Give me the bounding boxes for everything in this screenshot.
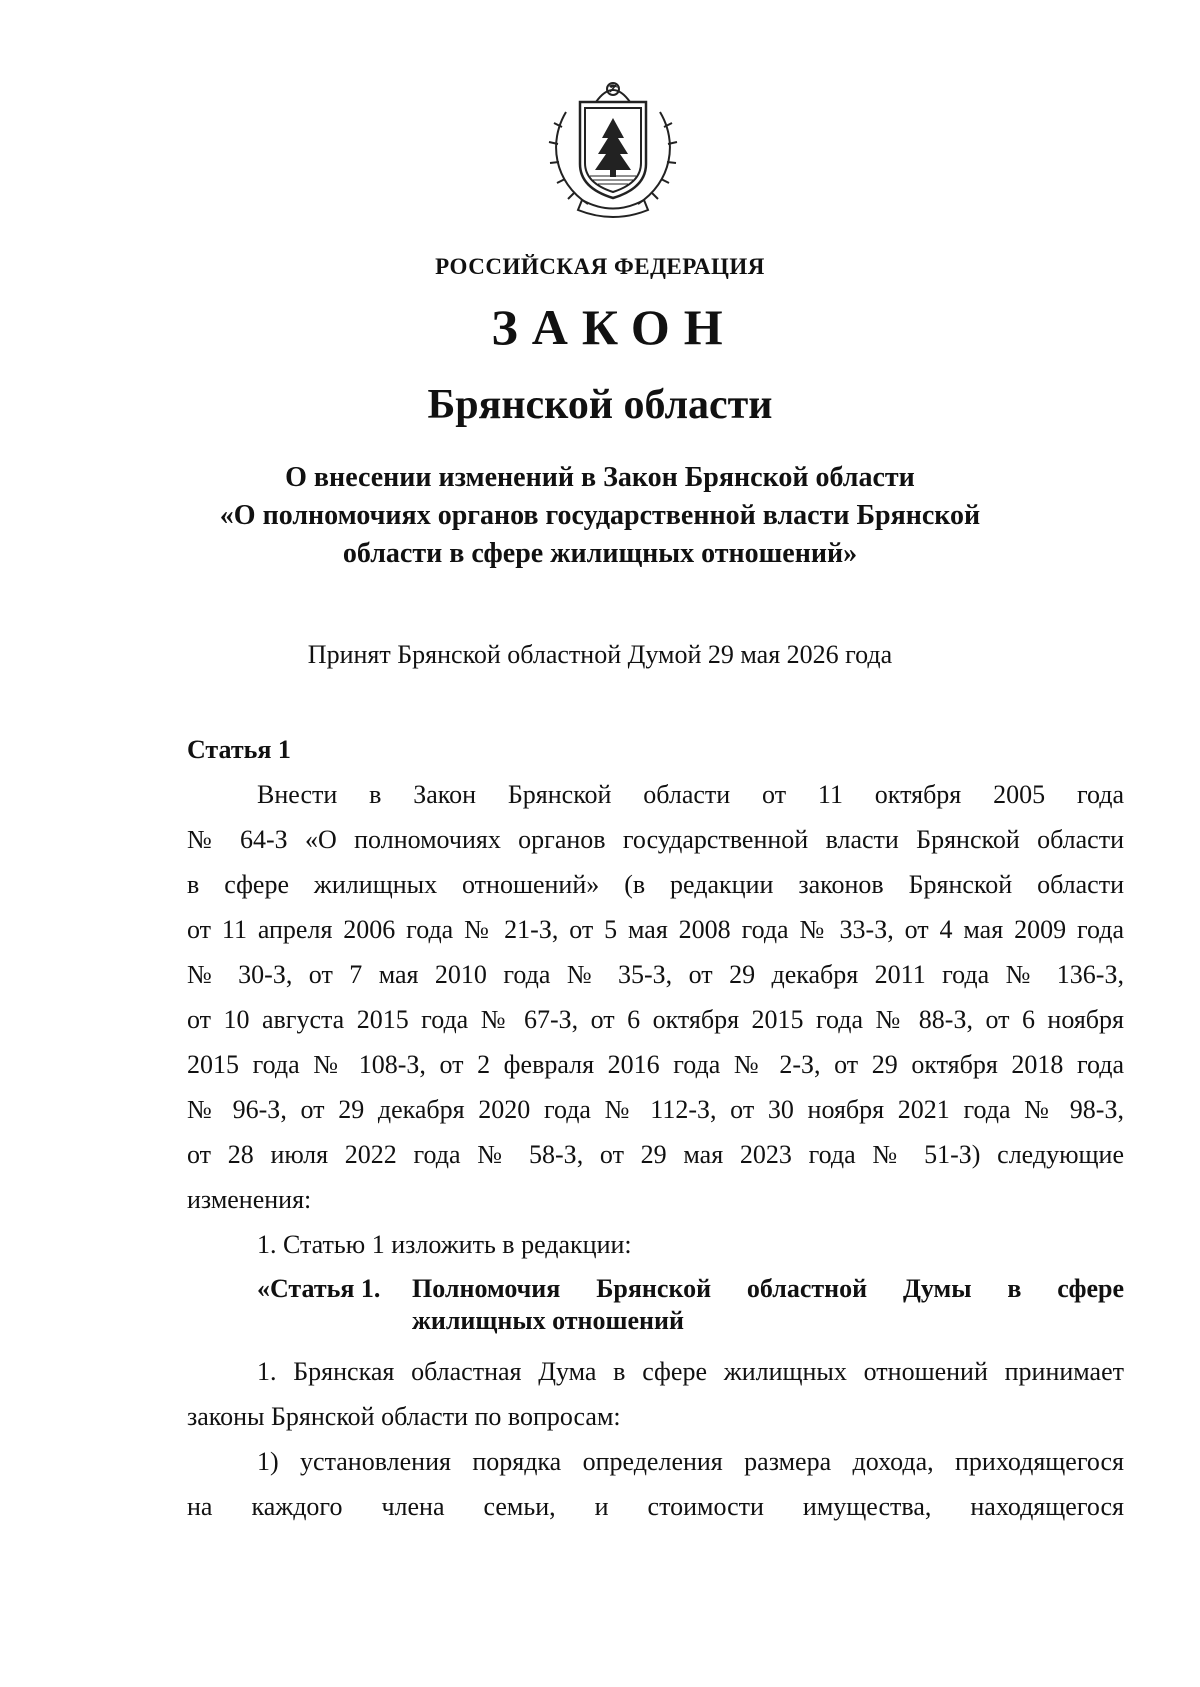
paragraph-line: законы Брянской области по вопросам: <box>187 1402 621 1431</box>
paragraph-line: № 30-З, от 7 мая 2010 года № 35-З, от 29 декабря 2011 года № 136-З, <box>187 960 1124 989</box>
paragraph-line: от 11 апреля 2006 года № 21-З, от 5 мая 2008 года № 33-З, от 4 мая 2009 года <box>187 915 1124 944</box>
adoption-note: Принят Брянской областной Думой 29 мая 2026 года <box>307 640 893 669</box>
region-heading: Брянской области <box>427 382 773 428</box>
paragraph-line: 1. Брянская областная Дума в сфере жилищных отношений принимает <box>257 1357 1124 1386</box>
article-main-paragraph <box>187 772 1124 1222</box>
law-title-line: О внесении изменений в Закон Брянской области <box>285 462 915 493</box>
paragraph-line: на каждого члена семьи, и стоимости имущества, находящегося <box>187 1492 1124 1521</box>
paragraph-line: Внести в Закон Брянской области от 11 октября 2005 года <box>257 780 1124 809</box>
paragraph-2 <box>187 1439 1124 1529</box>
paragraph-line: от 10 августа 2015 года № 67-З, от 6 октября 2015 года № 88-З, от 6 ноября <box>187 1005 1124 1034</box>
paragraph-line: 2015 года № 108-З, от 2 февраля 2016 года № 2-З, от 29 октября 2018 года <box>187 1050 1124 1079</box>
quoted-article-heading <box>187 1273 1124 1337</box>
quoted-article-title-line: жилищных отношений <box>412 1306 684 1335</box>
article-heading: Статья 1 <box>187 735 291 764</box>
law-title-line: «О полномочиях органов государственной власти Брянской <box>219 500 981 531</box>
amendment-item: 1. Статью 1 изложить в редакции: <box>257 1230 632 1259</box>
paragraph-line: № 64-З «О полномочиях органов государственной власти Брянской области <box>187 825 1124 854</box>
paragraph-line: № 96-З, от 29 декабря 2020 года № 112-З, от 30 ноября 2021 года № 98-З, <box>187 1095 1124 1124</box>
law-word-heading: ЗАКОН <box>491 299 737 355</box>
law-title-line: области в сфере жилищных отношений» <box>342 538 858 569</box>
quoted-article-title-line: Полномочия Брянской областной Думы в сфере <box>412 1274 1124 1303</box>
document-body <box>187 727 1124 1529</box>
law-title <box>0 459 1200 573</box>
paragraph-line: 1) установления порядка определения размера дохода, приходящегося <box>257 1447 1124 1476</box>
coat-of-arms-icon <box>538 72 688 222</box>
paragraph-line: в сфере жилищных отношений» (в редакции законов Брянской области <box>187 870 1124 899</box>
federation-header: РОССИЙСКАЯ ФЕДЕРАЦИЯ <box>435 254 765 279</box>
paragraph-line: изменения: <box>187 1185 312 1214</box>
paragraph-1 <box>187 1349 1124 1439</box>
quoted-article-label: «Статья 1. <box>257 1274 381 1303</box>
paragraph-line: от 28 июля 2022 года № 58-З, от 29 мая 2023 года № 51-З) следующие <box>187 1140 1124 1169</box>
quoted-article-title <box>412 1273 1124 1337</box>
